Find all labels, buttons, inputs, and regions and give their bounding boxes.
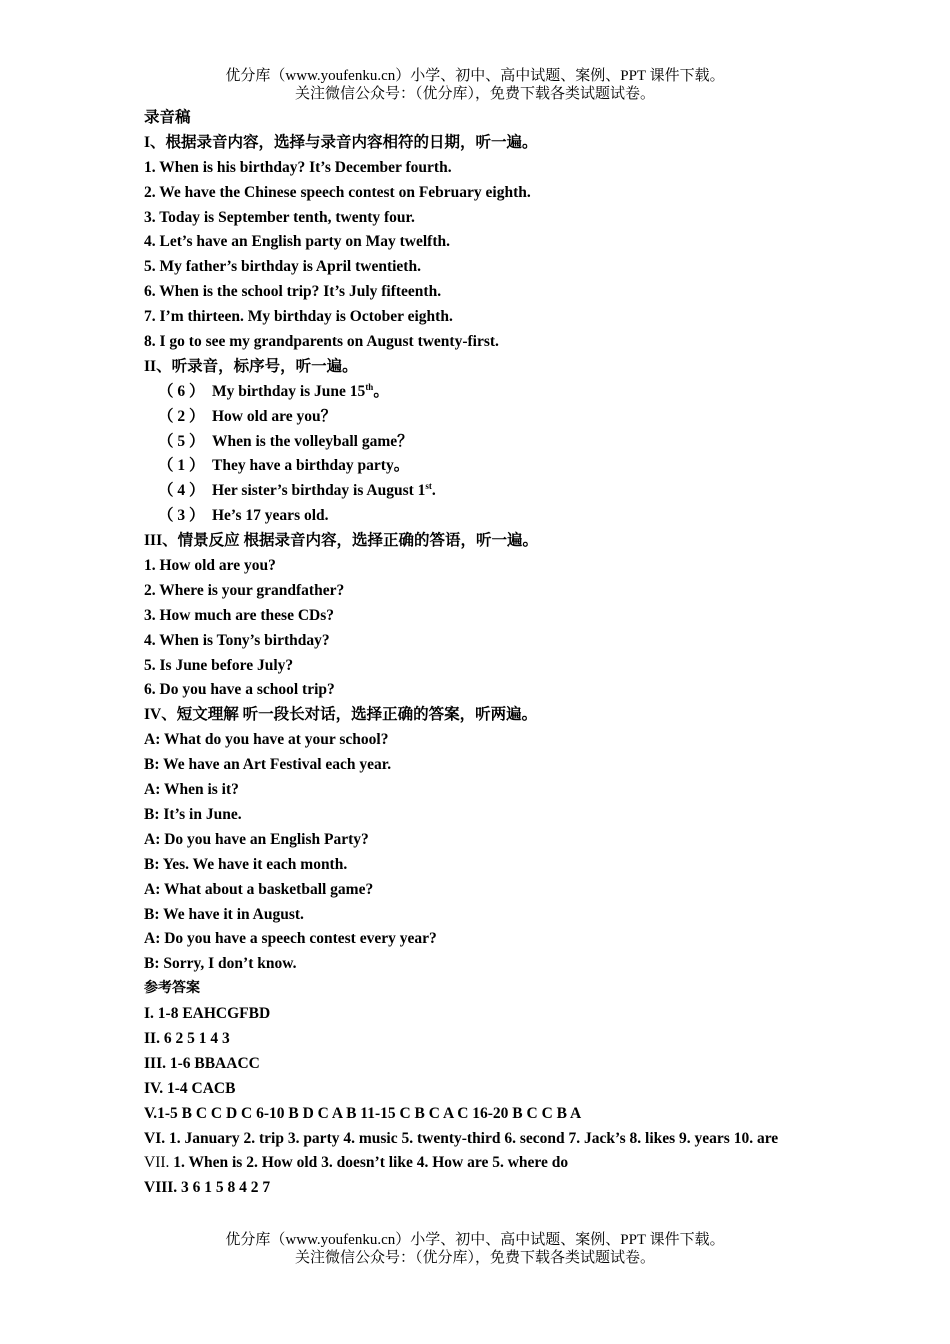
answer-line: IV. 1-4 CACB <box>144 1079 236 1097</box>
dialogue-line: B: Yes. We have it each month. <box>144 855 348 873</box>
footer-line-1: 优分库（www.youfenku.cn）小学、初中、高中试题、案例、PPT 课件下载。 <box>225 1232 725 1248</box>
section-3-heading: III、情景反应 根据录音内容，选择正确的答语，听一遍。 <box>144 532 538 550</box>
transcript-content <box>144 106 814 1201</box>
dialogue-line: B: Sorry, I don’t know. <box>144 955 297 973</box>
item-tail: . <box>431 482 436 500</box>
page-header <box>0 67 950 103</box>
section-2-item <box>144 479 814 504</box>
section-3-item: 3. How much are these CDs? <box>144 606 335 624</box>
dialogue-line: A: Do you have a speech contest every year? <box>144 930 437 948</box>
item-number: （ 3 ） <box>158 507 205 525</box>
answer-vii-text: 1. When is 2. How old 3. doesn’t like 4. How are 5. where do <box>169 1154 569 1172</box>
section-1-heading: I、根据录音内容，选择与录音内容相符的日期，听一遍。 <box>144 133 538 151</box>
section-1-item: 8. I go to see my grandparents on August twenty-first. <box>144 333 499 351</box>
section-1-item: 2. We have the Chinese speech contest on February eighth. <box>144 183 531 201</box>
item-superscript: th <box>365 381 374 392</box>
answer-line-vii <box>144 1151 814 1176</box>
item-text: Her sister’s birthday is August 1 <box>212 482 426 500</box>
section-3-item: 1. How old are you? <box>144 557 276 575</box>
page-footer <box>0 1231 950 1267</box>
item-text: My birthday is June 15 <box>212 382 366 400</box>
item-number: （ 5 ） <box>158 432 205 450</box>
item-text: When is the volleyball game？ <box>212 432 413 450</box>
section-1-item: 1. When is his birthday? It’s December fourth. <box>144 158 452 176</box>
item-text: How old are you？ <box>212 407 337 425</box>
dialogue-line: A: Do you have an English Party? <box>144 830 369 848</box>
answer-line: III. 1-6 BBAACC <box>144 1054 260 1072</box>
answer-line: II. 6 2 5 1 4 3 <box>144 1029 230 1047</box>
answer-line-viii: VIII. 3 6 1 5 8 4 2 7 <box>144 1179 271 1197</box>
item-number: （ 2 ） <box>158 407 205 425</box>
section-3-item: 5. Is June before July? <box>144 656 294 674</box>
document-title: 录音稿 <box>144 109 191 126</box>
section-1-item: 3. Today is September tenth, twenty four. <box>144 208 415 226</box>
item-superscript: st <box>425 481 432 492</box>
item-tail: 。 <box>373 382 389 400</box>
section-2-item <box>144 454 814 479</box>
dialogue-line: A: When is it? <box>144 781 239 799</box>
section-3-item: 2. Where is your grandfather? <box>144 581 345 599</box>
section-1-item: 6. When is the school trip? It’s July fifteenth. <box>144 283 442 301</box>
section-3-item: 6. Do you have a school trip? <box>144 681 335 699</box>
header-line-1: 优分库（www.youfenku.cn）小学、初中、高中试题、案例、PPT 课件下载。 <box>225 68 725 84</box>
footer-line-2: 关注微信公众号：（优分库），免费下载各类试题试卷。 <box>294 1250 655 1266</box>
section-4-heading: IV、短文理解 听一段长对话，选择正确的答案，听两遍。 <box>144 706 538 724</box>
answers-heading: 参考答案 <box>144 981 200 997</box>
section-1-item: 7. I’m thirteen. My birthday is October eighth. <box>144 308 453 326</box>
answer-vii-label: VII. <box>144 1154 170 1172</box>
section-2-item <box>144 380 814 405</box>
section-3-item: 4. When is Tony’s birthday? <box>144 631 330 649</box>
section-2-heading: II、听录音，标序号，听一遍。 <box>144 357 358 375</box>
answer-line: V.1-5 B C C D C 6-10 B D C A B 11-15 C B C A C 16-20 B C C B A <box>144 1104 582 1122</box>
item-number: （ 1 ） <box>158 457 205 475</box>
section-1-item: 4. Let’s have an English party on May twelfth. <box>144 233 450 251</box>
header-line-2: 关注微信公众号：（优分库），免费下载各类试题试卷。 <box>294 86 655 102</box>
section-2-item <box>144 430 814 455</box>
dialogue-line: B: It’s in June. <box>144 805 242 823</box>
section-1-item: 5. My father’s birthday is April twentieth. <box>144 258 421 276</box>
item-number: （ 4 ） <box>158 482 205 500</box>
dialogue-line: A: What about a basketball game? <box>144 880 374 898</box>
item-text: He’s 17 years old. <box>212 507 329 525</box>
item-number: （ 6 ） <box>158 382 205 400</box>
item-text: They have a birthday party。 <box>212 457 410 475</box>
dialogue-line: B: We have an Art Festival each year. <box>144 756 392 774</box>
answer-line-vi: VI. 1. January 2. trip 3. party 4. music 5. twenty-third 6. second 7. Jack’s 8. likes 9. years 10. are <box>144 1129 779 1147</box>
answer-line: I. 1-8 EAHCGFBD <box>144 1005 271 1023</box>
dialogue-line: A: What do you have at your school? <box>144 731 389 749</box>
dialogue-line: B: We have it in August. <box>144 905 304 923</box>
section-2-item <box>144 504 814 529</box>
section-2-item <box>144 405 814 430</box>
